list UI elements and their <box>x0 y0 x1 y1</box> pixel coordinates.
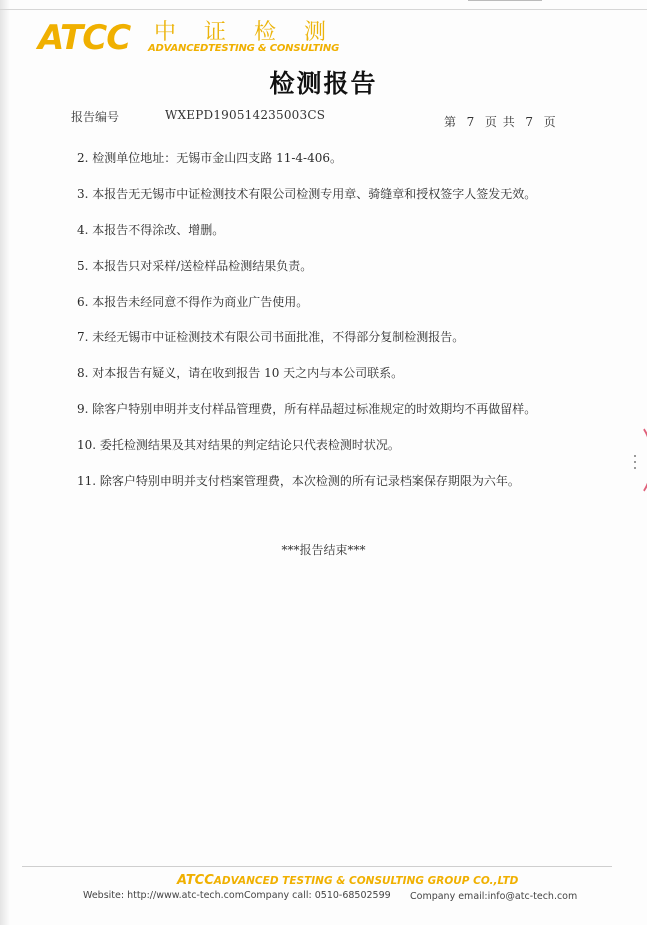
note-item: 9. 除客户特别申明并支付样品管理费，所有样品超过标准规定的时效期均不再做留样。 <box>77 402 537 417</box>
note-item: 7. 未经无锡市中证检测技术有限公司书面批准，不得部分复制检测报告。 <box>77 330 465 345</box>
footer-website: Website: http://www.atc-tech.comCompany call: 0510-68502599 <box>83 890 391 901</box>
footer-company-name: ADVANCED TESTING & CONSULTING GROUP CO.,LTD <box>213 875 519 887</box>
logo-subtitle: ADVANCEDTESTING & CONSULTING <box>148 43 340 54</box>
page-counter: 第 7 页 共 7 页 <box>444 115 557 129</box>
note-item: 10. 委托检测结果及其对结果的判定结论只代表检测时状况。 <box>77 438 400 453</box>
note-item: 11. 除客户特别申明并支付档案管理费，本次检测的所有记录档案保存期限为六年。 <box>77 474 520 489</box>
note-item: 5. 本报告只对采样/送检样品检测结果负责。 <box>77 258 313 273</box>
note-item: 2. 检测单位地址：无锡市金山四支路 11-4-406。 <box>77 151 342 165</box>
report-end-mark: ***报告结束*** <box>281 543 366 557</box>
notes-list <box>77 150 597 509</box>
seal-stamp-edge <box>609 420 647 500</box>
footer-divider <box>22 866 612 867</box>
report-number-label: 报告编号 <box>71 110 120 124</box>
note-item: 8. 对本报告有疑义，请在收到报告 10 天之内与本公司联系。 <box>77 366 404 381</box>
top-divider <box>0 9 647 10</box>
scan-shadow <box>0 0 10 925</box>
top-mark <box>468 0 542 1</box>
note-item: 3. 本报告无无锡市中证检测技术有限公司检测专用章、骑缝章和授权签字人签发无效。 <box>77 186 537 201</box>
footer-email: Company email:info@atc-tech.com <box>410 891 578 902</box>
binding-holes <box>634 455 637 469</box>
note-item: 6. 本报告未经同意不得作为商业广告使用。 <box>77 294 309 309</box>
report-number: WXEPD190514235003CS <box>165 108 326 122</box>
note-item: 4. 本报告不得涂改、增删。 <box>77 222 225 237</box>
company-logo <box>38 18 355 64</box>
page-title: 检测报告 <box>269 69 378 98</box>
footer-company <box>177 873 518 888</box>
logo-chinese: 中证检测 <box>154 20 355 45</box>
footer-logo-mark: ATCC <box>177 873 214 888</box>
logo-mark: ATCC <box>38 18 131 58</box>
